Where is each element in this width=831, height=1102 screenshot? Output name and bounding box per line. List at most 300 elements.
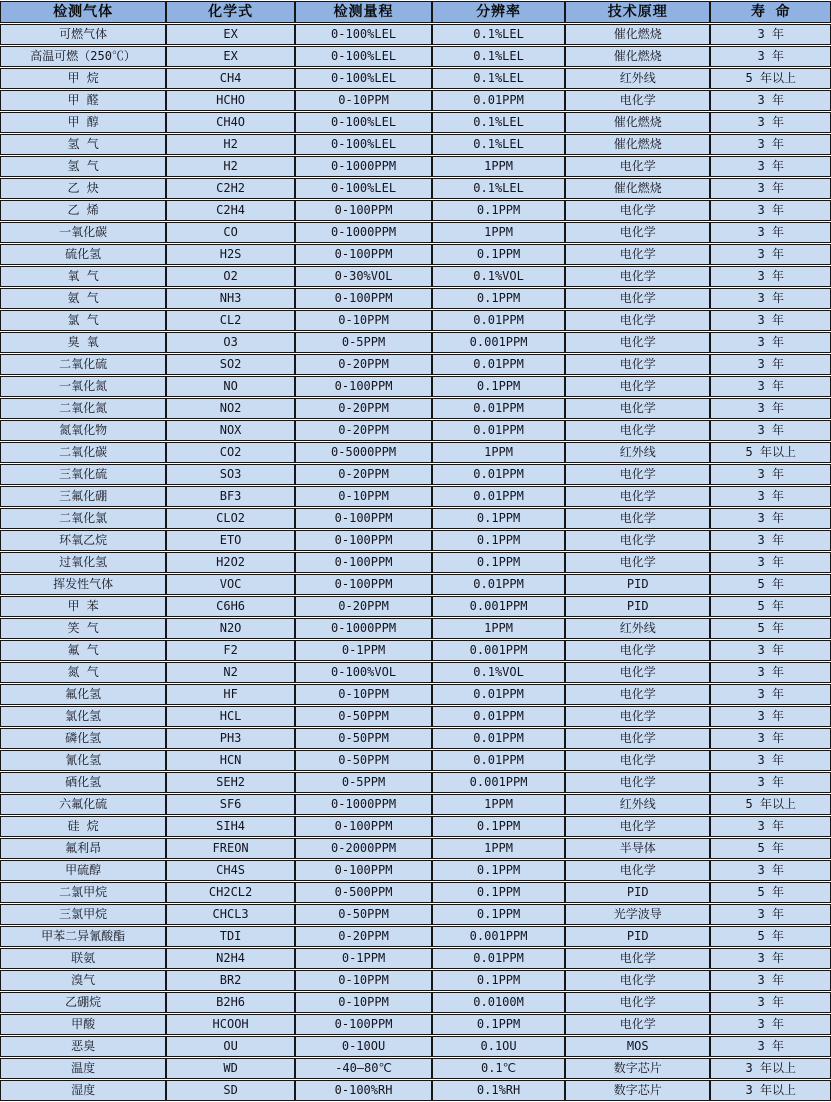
table-row: [0, 640, 831, 661]
table-row: [0, 332, 831, 353]
cell-formula: SF6: [166, 794, 295, 815]
cell-resolution: 0.1PPM: [432, 530, 565, 551]
table-row: [0, 464, 831, 485]
cell-range: 0-100PPM: [295, 200, 432, 221]
cell-gas: 乙 炔: [0, 178, 166, 199]
cell-life: 3 年: [710, 156, 831, 177]
cell-life: 5 年以上: [710, 68, 831, 89]
cell-resolution: 0.001PPM: [432, 332, 565, 353]
table-row: [0, 816, 831, 837]
cell-life: 5 年: [710, 926, 831, 947]
cell-principle: 电化学: [565, 354, 710, 375]
cell-resolution: 0.1OU: [432, 1036, 565, 1057]
cell-resolution: 0.01PPM: [432, 574, 565, 595]
cell-range: 0-20PPM: [295, 398, 432, 419]
cell-life: 3 年: [710, 420, 831, 441]
cell-principle: 电化学: [565, 860, 710, 881]
cell-resolution: 0.1%LEL: [432, 112, 565, 133]
cell-principle: 电化学: [565, 684, 710, 705]
cell-life: 5 年: [710, 618, 831, 639]
column-header-gas: 检测气体: [0, 1, 166, 23]
cell-principle: MOS: [565, 1036, 710, 1057]
cell-formula: H2S: [166, 244, 295, 265]
cell-range: 0-100PPM: [295, 508, 432, 529]
cell-formula: NO: [166, 376, 295, 397]
cell-principle: 半导体: [565, 838, 710, 859]
table-row: [0, 552, 831, 573]
cell-principle: 电化学: [565, 486, 710, 507]
cell-life: 3 年以上: [710, 1058, 831, 1079]
cell-resolution: 0.1PPM: [432, 244, 565, 265]
cell-range: 0-500PPM: [295, 882, 432, 903]
cell-resolution: 0.1PPM: [432, 288, 565, 309]
cell-principle: 电化学: [565, 464, 710, 485]
cell-gas: 联氨: [0, 948, 166, 969]
cell-gas: 氟 气: [0, 640, 166, 661]
column-header-formula: 化学式: [166, 1, 295, 23]
cell-principle: 电化学: [565, 750, 710, 771]
cell-resolution: 0.01PPM: [432, 464, 565, 485]
table-row: [0, 486, 831, 507]
cell-resolution: 0.1PPM: [432, 508, 565, 529]
cell-life: 3 年: [710, 706, 831, 727]
table-row: [0, 992, 831, 1013]
cell-life: 3 年: [710, 970, 831, 991]
cell-range: 0-100PPM: [295, 860, 432, 881]
cell-resolution: 0.1PPM: [432, 1014, 565, 1035]
cell-range: 0-30%VOL: [295, 266, 432, 287]
cell-gas: 三氧化硫: [0, 464, 166, 485]
cell-formula: WD: [166, 1058, 295, 1079]
cell-resolution: 0.01PPM: [432, 684, 565, 705]
cell-range: 0-100%LEL: [295, 112, 432, 133]
table-row: [0, 750, 831, 771]
cell-principle: 电化学: [565, 992, 710, 1013]
cell-gas: 二氧化碳: [0, 442, 166, 463]
cell-gas: 甲硫醇: [0, 860, 166, 881]
cell-formula: C2H2: [166, 178, 295, 199]
cell-principle: 数字芯片: [565, 1080, 710, 1101]
table-row: [0, 90, 831, 111]
cell-resolution: 0.1%LEL: [432, 134, 565, 155]
cell-gas: 甲 醇: [0, 112, 166, 133]
table-row: [0, 728, 831, 749]
cell-resolution: 0.1PPM: [432, 970, 565, 991]
cell-principle: 电化学: [565, 772, 710, 793]
cell-life: 3 年以上: [710, 1080, 831, 1101]
table-row: [0, 442, 831, 463]
cell-principle: 电化学: [565, 530, 710, 551]
column-header-range: 检测量程: [295, 1, 432, 23]
cell-principle: 红外线: [565, 442, 710, 463]
cell-life: 3 年: [710, 530, 831, 551]
cell-gas: 湿度: [0, 1080, 166, 1101]
cell-resolution: 0.1%VOL: [432, 662, 565, 683]
cell-range: 0-20PPM: [295, 596, 432, 617]
table-row: [0, 310, 831, 331]
cell-gas: 恶臭: [0, 1036, 166, 1057]
cell-gas: 硒化氢: [0, 772, 166, 793]
cell-formula: HCOOH: [166, 1014, 295, 1035]
cell-range: 0-1PPM: [295, 640, 432, 661]
cell-gas: 甲苯二异氰酸酯: [0, 926, 166, 947]
cell-range: 0-5000PPM: [295, 442, 432, 463]
cell-gas: 高温可燃（250℃）: [0, 46, 166, 67]
cell-principle: 电化学: [565, 640, 710, 661]
cell-resolution: 1PPM: [432, 618, 565, 639]
cell-range: 0-100%LEL: [295, 134, 432, 155]
cell-life: 3 年: [710, 266, 831, 287]
cell-formula: CH2CL2: [166, 882, 295, 903]
cell-resolution: 0.01PPM: [432, 486, 565, 507]
cell-range: 0-100PPM: [295, 816, 432, 837]
cell-resolution: 0.1PPM: [432, 904, 565, 925]
cell-gas: 过氧化氢: [0, 552, 166, 573]
cell-resolution: 1PPM: [432, 442, 565, 463]
cell-range: 0-2000PPM: [295, 838, 432, 859]
cell-range: 0-10PPM: [295, 970, 432, 991]
cell-life: 3 年: [710, 24, 831, 45]
cell-resolution: 0.1PPM: [432, 376, 565, 397]
cell-formula: OU: [166, 1036, 295, 1057]
cell-resolution: 0.1PPM: [432, 860, 565, 881]
cell-gas: 乙硼烷: [0, 992, 166, 1013]
cell-principle: 电化学: [565, 222, 710, 243]
cell-gas: 氢 气: [0, 134, 166, 155]
cell-range: 0-50PPM: [295, 750, 432, 771]
cell-gas: 氧 气: [0, 266, 166, 287]
cell-principle: 电化学: [565, 1014, 710, 1035]
cell-resolution: 0.1%VOL: [432, 266, 565, 287]
cell-range: 0-100PPM: [295, 376, 432, 397]
table-row: [0, 794, 831, 815]
cell-formula: CH4: [166, 68, 295, 89]
cell-principle: 电化学: [565, 266, 710, 287]
cell-range: 0-50PPM: [295, 728, 432, 749]
table-row: [0, 860, 831, 881]
cell-life: 5 年: [710, 574, 831, 595]
cell-life: 3 年: [710, 112, 831, 133]
cell-resolution: 0.01PPM: [432, 750, 565, 771]
cell-principle: 电化学: [565, 332, 710, 353]
cell-gas: 挥发性气体: [0, 574, 166, 595]
cell-range: 0-1000PPM: [295, 156, 432, 177]
cell-formula: CLO2: [166, 508, 295, 529]
cell-range: 0-100PPM: [295, 530, 432, 551]
cell-life: 3 年: [710, 288, 831, 309]
cell-gas: 氯化氢: [0, 706, 166, 727]
cell-formula: C2H4: [166, 200, 295, 221]
cell-resolution: 0.001PPM: [432, 926, 565, 947]
cell-resolution: 0.0100M: [432, 992, 565, 1013]
cell-principle: 电化学: [565, 310, 710, 331]
cell-formula: H2: [166, 156, 295, 177]
table-row: [0, 420, 831, 441]
cell-principle: 红外线: [565, 618, 710, 639]
cell-gas: 笑 气: [0, 618, 166, 639]
cell-gas: 氰化氢: [0, 750, 166, 771]
cell-resolution: 0.1PPM: [432, 200, 565, 221]
cell-range: -40—80℃: [295, 1058, 432, 1079]
table-row: [0, 1058, 831, 1079]
cell-life: 3 年: [710, 486, 831, 507]
cell-resolution: 0.1℃: [432, 1058, 565, 1079]
column-header-resolution: 分辨率: [432, 1, 565, 23]
cell-range: 0-1000PPM: [295, 794, 432, 815]
table-row: [0, 596, 831, 617]
cell-range: 0-5PPM: [295, 772, 432, 793]
cell-formula: SIH4: [166, 816, 295, 837]
cell-principle: 电化学: [565, 970, 710, 991]
cell-formula: H2O2: [166, 552, 295, 573]
cell-principle: 电化学: [565, 948, 710, 969]
cell-life: 5 年以上: [710, 794, 831, 815]
cell-life: 3 年: [710, 904, 831, 925]
table-row: [0, 772, 831, 793]
cell-range: 0-100%LEL: [295, 46, 432, 67]
cell-principle: PID: [565, 882, 710, 903]
cell-formula: SEH2: [166, 772, 295, 793]
cell-range: 0-10PPM: [295, 684, 432, 705]
cell-range: 0-100%RH: [295, 1080, 432, 1101]
cell-life: 3 年: [710, 376, 831, 397]
cell-life: 3 年: [710, 398, 831, 419]
table-row: [0, 882, 831, 903]
cell-formula: HCN: [166, 750, 295, 771]
cell-formula: CH4S: [166, 860, 295, 881]
cell-life: 3 年: [710, 750, 831, 771]
table-row: [0, 662, 831, 683]
cell-range: 0-1000PPM: [295, 222, 432, 243]
cell-gas: 可燃气体: [0, 24, 166, 45]
cell-life: 3 年: [710, 1014, 831, 1035]
cell-resolution: 0.01PPM: [432, 728, 565, 749]
cell-resolution: 0.001PPM: [432, 772, 565, 793]
cell-life: 3 年: [710, 816, 831, 837]
table-row: [0, 948, 831, 969]
cell-formula: C6H6: [166, 596, 295, 617]
cell-principle: 电化学: [565, 552, 710, 573]
cell-range: 0-100PPM: [295, 552, 432, 573]
cell-gas: 一氧化氮: [0, 376, 166, 397]
table-row: [0, 244, 831, 265]
cell-formula: EX: [166, 24, 295, 45]
cell-principle: 电化学: [565, 398, 710, 419]
cell-resolution: 0.001PPM: [432, 640, 565, 661]
cell-formula: CO: [166, 222, 295, 243]
cell-life: 3 年: [710, 772, 831, 793]
cell-formula: N2O: [166, 618, 295, 639]
cell-resolution: 0.01PPM: [432, 398, 565, 419]
cell-range: 0-20PPM: [295, 354, 432, 375]
cell-gas: 三氯甲烷: [0, 904, 166, 925]
cell-principle: 电化学: [565, 288, 710, 309]
cell-formula: PH3: [166, 728, 295, 749]
cell-formula: CL2: [166, 310, 295, 331]
cell-principle: 催化燃烧: [565, 178, 710, 199]
cell-gas: 硫化氢: [0, 244, 166, 265]
cell-gas: 氢 气: [0, 156, 166, 177]
cell-range: 0-100PPM: [295, 288, 432, 309]
table-row: [0, 376, 831, 397]
cell-life: 5 年: [710, 882, 831, 903]
cell-principle: 电化学: [565, 706, 710, 727]
cell-life: 5 年: [710, 596, 831, 617]
table-row: [0, 288, 831, 309]
cell-formula: EX: [166, 46, 295, 67]
cell-formula: BF3: [166, 486, 295, 507]
cell-range: 0-100%VOL: [295, 662, 432, 683]
cell-principle: 电化学: [565, 420, 710, 441]
cell-formula: SO2: [166, 354, 295, 375]
cell-range: 0-10OU: [295, 1036, 432, 1057]
cell-principle: 电化学: [565, 662, 710, 683]
cell-resolution: 0.01PPM: [432, 354, 565, 375]
cell-range: 0-50PPM: [295, 904, 432, 925]
cell-range: 0-10PPM: [295, 90, 432, 111]
cell-formula: B2H6: [166, 992, 295, 1013]
cell-formula: TDI: [166, 926, 295, 947]
cell-gas: 甲 烷: [0, 68, 166, 89]
cell-resolution: 0.1PPM: [432, 816, 565, 837]
cell-resolution: 0.01PPM: [432, 310, 565, 331]
cell-principle: 电化学: [565, 376, 710, 397]
table-row: [0, 112, 831, 133]
cell-resolution: 0.1PPM: [432, 882, 565, 903]
cell-formula: BR2: [166, 970, 295, 991]
cell-principle: 电化学: [565, 156, 710, 177]
cell-gas: 甲 醛: [0, 90, 166, 111]
cell-formula: CHCL3: [166, 904, 295, 925]
cell-resolution: 0.01PPM: [432, 948, 565, 969]
cell-range: 0-100PPM: [295, 574, 432, 595]
cell-principle: 电化学: [565, 728, 710, 749]
cell-gas: 溴气: [0, 970, 166, 991]
table-row: [0, 354, 831, 375]
cell-gas: 甲酸: [0, 1014, 166, 1035]
cell-principle: 电化学: [565, 200, 710, 221]
cell-principle: PID: [565, 926, 710, 947]
cell-gas: 氮氧化物: [0, 420, 166, 441]
cell-formula: CO2: [166, 442, 295, 463]
cell-gas: 乙 烯: [0, 200, 166, 221]
cell-formula: HF: [166, 684, 295, 705]
cell-gas: 硅 烷: [0, 816, 166, 837]
table-row: [0, 926, 831, 947]
cell-life: 3 年: [710, 948, 831, 969]
cell-formula: N2: [166, 662, 295, 683]
table-row: [0, 222, 831, 243]
cell-gas: 一氧化碳: [0, 222, 166, 243]
table-row: [0, 618, 831, 639]
cell-resolution: 1PPM: [432, 156, 565, 177]
table-row: [0, 266, 831, 287]
cell-life: 5 年: [710, 838, 831, 859]
cell-principle: 催化燃烧: [565, 112, 710, 133]
table-row: [0, 970, 831, 991]
cell-principle: 电化学: [565, 90, 710, 111]
cell-life: 3 年: [710, 354, 831, 375]
cell-range: 0-1000PPM: [295, 618, 432, 639]
table-row: [0, 156, 831, 177]
cell-principle: PID: [565, 574, 710, 595]
cell-life: 3 年: [710, 134, 831, 155]
cell-range: 0-100PPM: [295, 1014, 432, 1035]
table-row: [0, 684, 831, 705]
cell-principle: 电化学: [565, 508, 710, 529]
cell-life: 3 年: [710, 508, 831, 529]
table-row: [0, 904, 831, 925]
cell-resolution: 0.01PPM: [432, 90, 565, 111]
column-header-life: 寿 命: [710, 1, 831, 23]
cell-formula: SD: [166, 1080, 295, 1101]
cell-life: 3 年: [710, 662, 831, 683]
cell-gas: 磷化氢: [0, 728, 166, 749]
table-row: [0, 178, 831, 199]
cell-gas: 氮 气: [0, 662, 166, 683]
cell-gas: 氟利昂: [0, 838, 166, 859]
table-row: [0, 1036, 831, 1057]
table-row: [0, 46, 831, 67]
cell-formula: NOX: [166, 420, 295, 441]
cell-life: 5 年以上: [710, 442, 831, 463]
table-row: [0, 134, 831, 155]
table-row: [0, 706, 831, 727]
cell-life: 3 年: [710, 46, 831, 67]
cell-life: 3 年: [710, 90, 831, 111]
cell-range: 0-20PPM: [295, 926, 432, 947]
cell-range: 0-50PPM: [295, 706, 432, 727]
cell-gas: 三氟化硼: [0, 486, 166, 507]
cell-life: 3 年: [710, 640, 831, 661]
cell-principle: PID: [565, 596, 710, 617]
cell-resolution: 0.01PPM: [432, 706, 565, 727]
cell-life: 3 年: [710, 464, 831, 485]
table-row: [0, 508, 831, 529]
cell-range: 0-100%LEL: [295, 178, 432, 199]
cell-formula: NH3: [166, 288, 295, 309]
cell-formula: O3: [166, 332, 295, 353]
cell-gas: 二氧化硫: [0, 354, 166, 375]
cell-formula: ETO: [166, 530, 295, 551]
cell-life: 3 年: [710, 728, 831, 749]
cell-resolution: 0.1%RH: [432, 1080, 565, 1101]
cell-resolution: 0.1%LEL: [432, 24, 565, 45]
cell-gas: 温度: [0, 1058, 166, 1079]
cell-principle: 催化燃烧: [565, 46, 710, 67]
cell-resolution: 1PPM: [432, 222, 565, 243]
table-row: [0, 68, 831, 89]
table-row: [0, 24, 831, 45]
cell-formula: O2: [166, 266, 295, 287]
cell-resolution: 0.01PPM: [432, 420, 565, 441]
cell-formula: F2: [166, 640, 295, 661]
cell-gas: 氨 气: [0, 288, 166, 309]
cell-gas: 六氟化硫: [0, 794, 166, 815]
cell-formula: FREON: [166, 838, 295, 859]
table-row: [0, 398, 831, 419]
cell-formula: NO2: [166, 398, 295, 419]
cell-formula: CH4O: [166, 112, 295, 133]
cell-range: 0-10PPM: [295, 486, 432, 507]
cell-life: 3 年: [710, 222, 831, 243]
cell-principle: 红外线: [565, 68, 710, 89]
cell-gas: 二氧化氮: [0, 398, 166, 419]
cell-gas: 二氯甲烷: [0, 882, 166, 903]
cell-life: 3 年: [710, 860, 831, 881]
cell-life: 3 年: [710, 1036, 831, 1057]
cell-resolution: 0.1%LEL: [432, 178, 565, 199]
